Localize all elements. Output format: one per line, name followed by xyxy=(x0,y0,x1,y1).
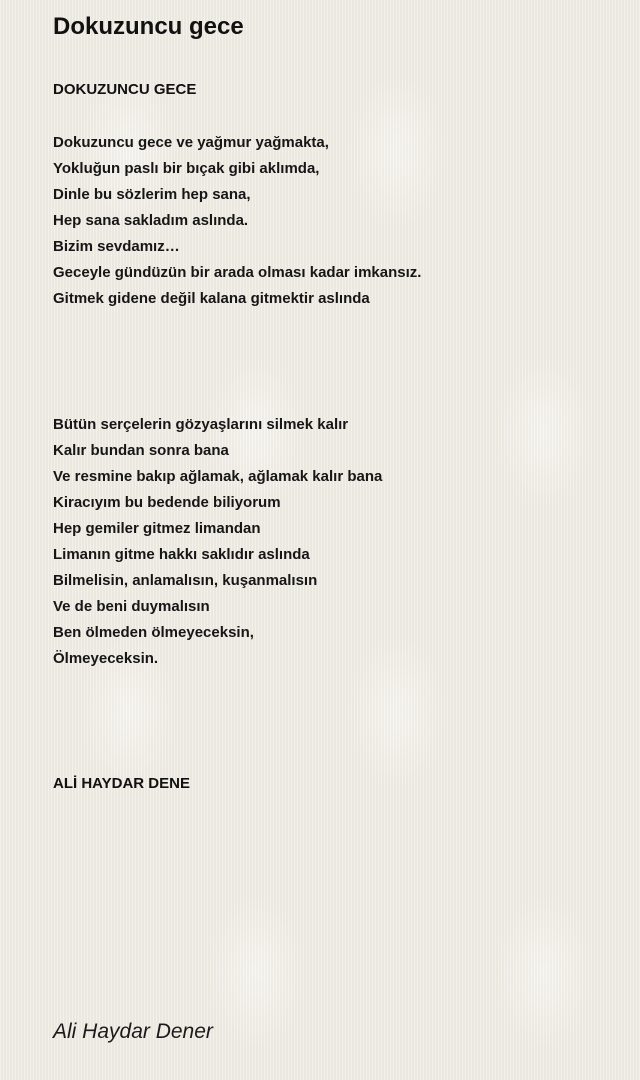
poem-line: Kalır bundan sonra bana xyxy=(53,442,229,459)
stanza-2 xyxy=(53,412,382,672)
poem-line: Geceyle gündüzün bir arada olması kadar imkansız. xyxy=(53,264,422,281)
poem-line: Bizim sevdamız… xyxy=(53,238,180,255)
poem-line: Ben ölmeden ölmeyeceksin, xyxy=(53,624,254,641)
poem-line: Bilmelisin, anlamalısın, kuşanmalısın xyxy=(53,572,318,589)
poem-line: Yokluğun paslı bir bıçak gibi aklımda, xyxy=(53,160,320,177)
author-signature: Ali Haydar Dener xyxy=(53,1020,213,1043)
poem-line: Ve de beni duymalısın xyxy=(53,598,210,615)
poem-line: Hep gemiler gitmez limandan xyxy=(53,520,261,537)
stanza-1 xyxy=(53,130,421,312)
poem-line: Kiracıyım bu bedende biliyorum xyxy=(53,494,281,511)
poem-author: ALİ HAYDAR DENE xyxy=(53,775,190,792)
poem-line: Limanın gitme hakkı saklıdır aslında xyxy=(53,546,310,563)
poem-title: Dokuzuncu gece xyxy=(53,13,244,40)
poem-line: Dokuzuncu gece ve yağmur yağmakta, xyxy=(53,134,329,151)
poem-line: Ve resmine bakıp ağlamak, ağlamak kalır bana xyxy=(53,468,383,485)
poem-line: Ölmeyeceksin. xyxy=(53,650,159,667)
poem-line: Hep sana sakladım aslında. xyxy=(53,212,249,229)
poem-heading: DOKUZUNCU GECE xyxy=(53,81,197,98)
poem-line: Bütün serçelerin gözyaşlarını silmek kalır xyxy=(53,416,349,433)
poem-line: Dinle bu sözlerim hep sana, xyxy=(53,186,251,203)
poem-line: Gitmek gidene değil kalana gitmektir aslında xyxy=(53,290,370,307)
